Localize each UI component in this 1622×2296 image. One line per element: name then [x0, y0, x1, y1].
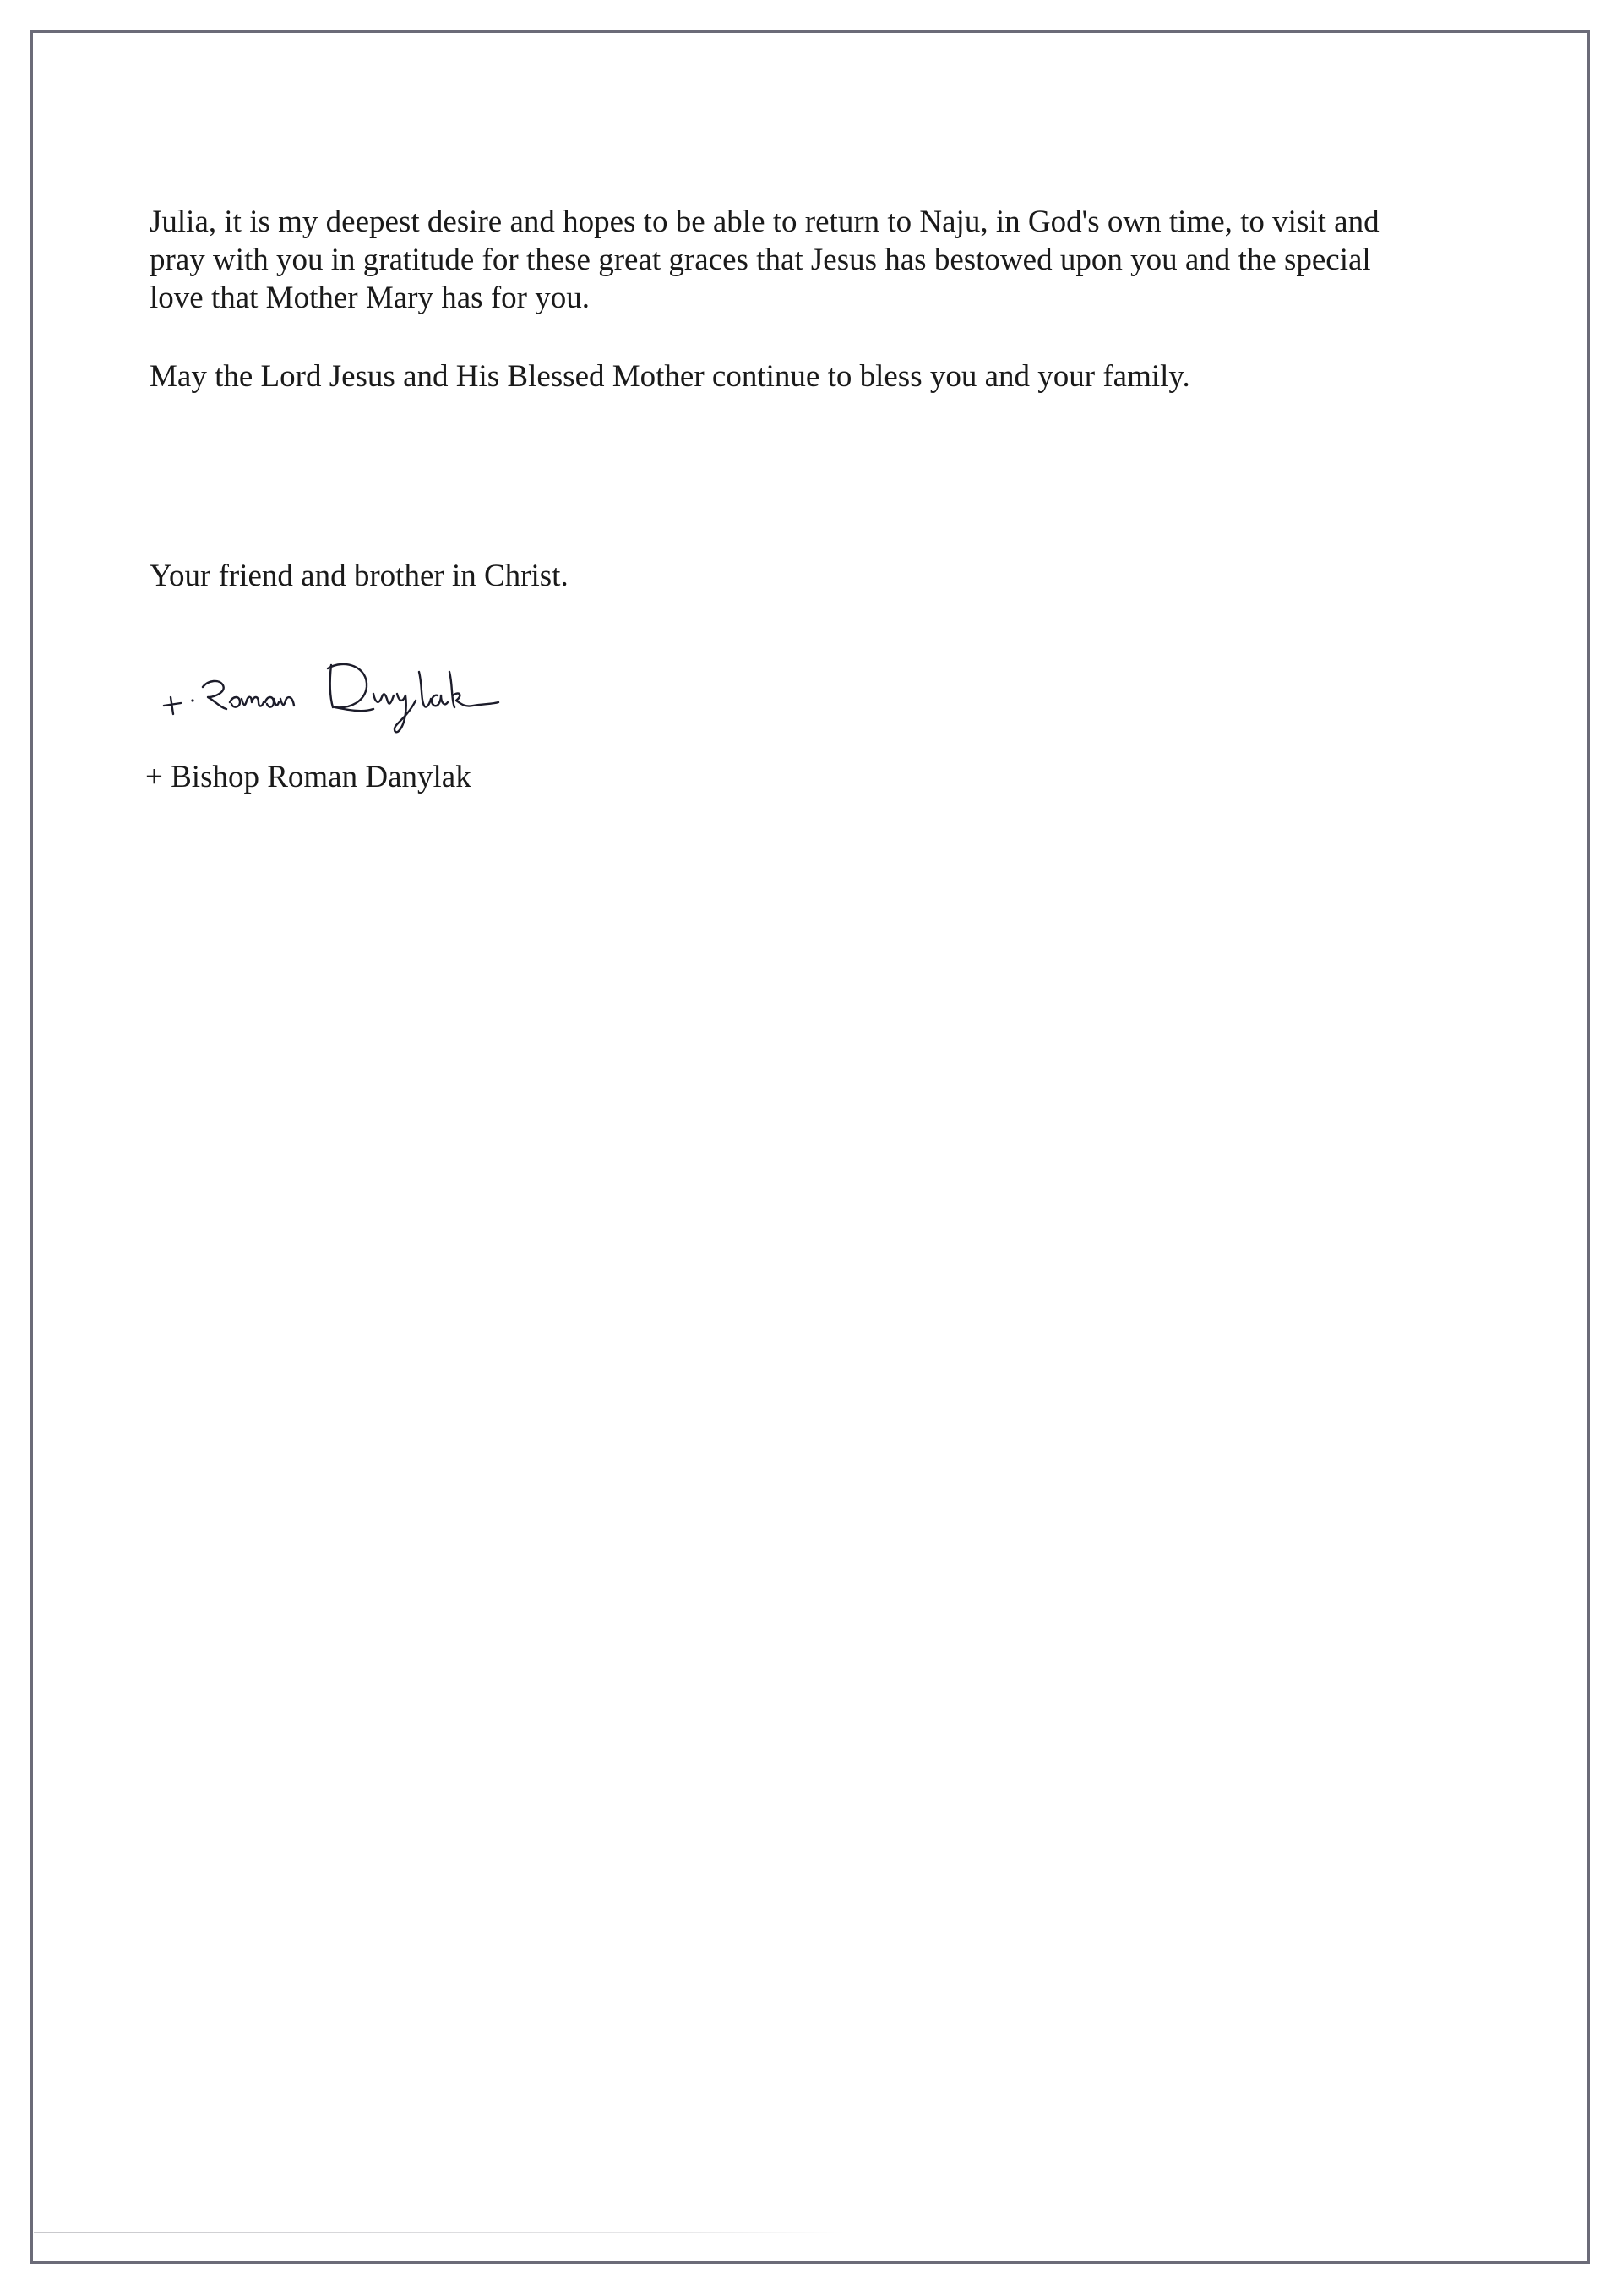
paragraph-blessing [150, 357, 1501, 395]
handwritten-signature [152, 646, 566, 739]
signer-name: + Bishop Roman Danylak [145, 760, 471, 794]
letter-body [150, 203, 1501, 436]
bottom-rule [34, 2232, 845, 2233]
text-line: pray with you in gratitude for these great graces that Jesus has bestowed upon you and the special [150, 243, 1371, 277]
text-line: love that Mother Mary has for you. [150, 281, 590, 315]
text-line: May the Lord Jesus and His Blessed Mother continue to bless you and your family. [150, 359, 1190, 394]
text-line: Julia, it is my deepest desire and hopes to be able to return to Naju, in God's own time, to visit and [150, 205, 1380, 239]
paragraph-return-to-naju [150, 203, 1501, 317]
closing-line: Your friend and brother in Christ. [150, 559, 569, 593]
